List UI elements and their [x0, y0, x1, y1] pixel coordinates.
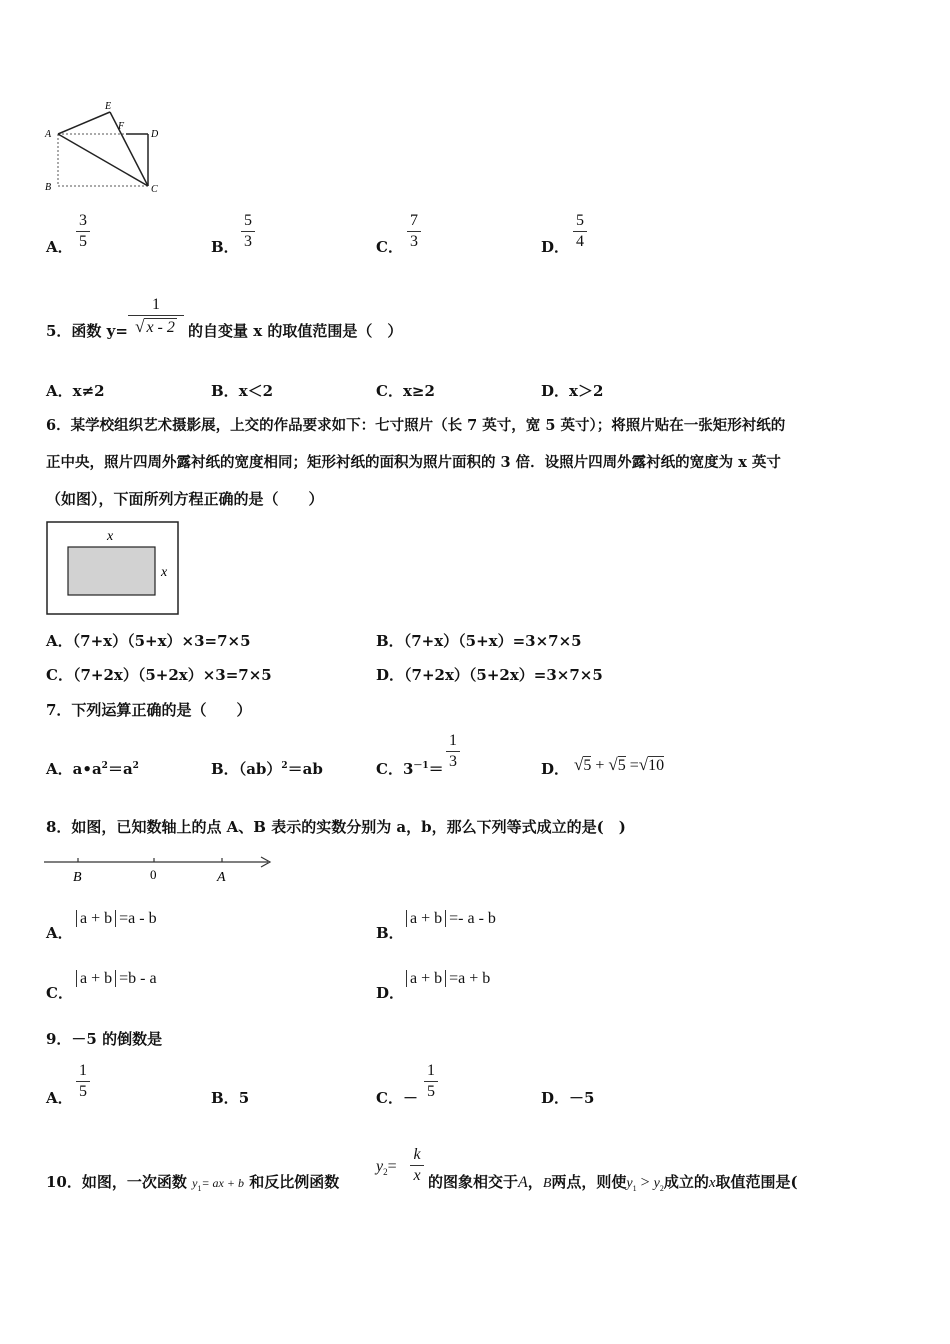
q8-option-d-expression: a + b =a + b: [406, 970, 490, 988]
q9-stem: 9．－5 的倒数是: [46, 1030, 163, 1048]
q10-stem-rest: 的图象相交于A，B两点，则使$y_1 > y_2$成立的x取值范围是(: [428, 1173, 798, 1193]
q8-axis-label-b: B: [73, 870, 82, 885]
q4-option-b[interactable]: [211, 236, 239, 257]
q9-option-b[interactable]: B．5: [211, 1089, 250, 1107]
q6-fig-right-x: x: [161, 565, 168, 580]
q4-option-c[interactable]: [376, 236, 403, 257]
q6-stem-line2: 正中央，照片四周外露衬纸的宽度相同；矩形衬纸的面积为照片面积的 3 倍．设照片四周外露衬纸的宽度为 x 英寸: [46, 454, 781, 471]
q4-option-d-fraction: 5 4: [573, 212, 587, 251]
fig4-label-c: C: [151, 184, 158, 195]
q6-fig-top-x: x: [107, 529, 114, 544]
q5-option-c[interactable]: C．x≥2: [376, 382, 435, 400]
q7-option-c-fraction: 1 3: [446, 732, 460, 771]
q7-option-d-expression: √5 + √5 =√10: [574, 755, 665, 774]
q5-option-a[interactable]: A．x≠2: [46, 382, 105, 400]
q9-option-d[interactable]: D．－5: [541, 1089, 595, 1107]
q10-k-over-x-fraction: k x: [410, 1146, 424, 1185]
q8-option-b-expression: a + b =- a - b: [406, 910, 496, 928]
q6-figure: [46, 521, 180, 615]
q4-figure: [40, 96, 170, 200]
q8-option-c[interactable]: C．: [46, 984, 73, 1002]
q5-stem-suffix: 的自变量 x 的取值范围是（ ）: [188, 322, 403, 340]
q4-option-b-letter: B．: [211, 238, 239, 256]
q4-option-c-letter: C．: [376, 238, 403, 256]
q6-option-d[interactable]: D．（7+2x）（5+2x）=3×7×5: [376, 666, 603, 684]
q5-fraction: 1 √ x - 2: [128, 296, 184, 337]
q4-option-b-fraction: 5 3: [241, 212, 255, 251]
q6-option-b[interactable]: B．（7+x）（5+x）=3×7×5: [376, 632, 582, 650]
fig4-label-e: E: [105, 101, 112, 112]
q7-option-b[interactable]: B．（ab）$^2$＝ab: [211, 760, 323, 778]
fig4-label-b: B: [45, 182, 52, 193]
q9-option-c-fraction: 1 5: [424, 1062, 438, 1101]
q9-option-c[interactable]: C．－: [376, 1089, 418, 1107]
q4-option-a-letter: A．: [46, 238, 73, 256]
q4-option-d[interactable]: [541, 236, 569, 257]
fig4-label-d: D: [151, 129, 159, 140]
fig4-label-f: F: [118, 121, 125, 132]
q8-number-line: [42, 852, 274, 886]
fig4-label-a: A: [45, 129, 52, 140]
q8-option-a[interactable]: A．: [46, 924, 73, 942]
q8-option-b[interactable]: B．: [376, 924, 404, 942]
q4-option-a-fraction: 3 5: [76, 212, 90, 251]
q8-option-a-expression: a + b =a - b: [76, 910, 157, 928]
q8-option-d[interactable]: D．: [376, 984, 405, 1002]
q4-option-c-fraction: 7 3: [407, 212, 421, 251]
q9-option-a[interactable]: A．: [46, 1089, 73, 1107]
q6-option-a[interactable]: A．（7+x）（5+x）×3=7×5: [46, 632, 251, 650]
q6-stem-line3: （如图），下面所列方程正确的是（ ）: [46, 490, 324, 508]
q6-stem-line1: 6．某学校组织艺术摄影展，上交的作品要求如下：七寸照片（长 7 英寸，宽 5 英寸）；将照片贴在一张矩形衬纸的: [46, 417, 786, 434]
q9-option-a-fraction: 1 5: [76, 1062, 90, 1101]
q10-y2-expression: $y_2=$: [376, 1158, 397, 1178]
q7-option-a[interactable]: A．$a•a^2=a^2$: [46, 760, 139, 778]
q8-stem: 8．如图，已知数轴上的点 A、B 表示的实数分别为 a，b，那么下列等式成立的是( ): [46, 818, 626, 836]
q8-axis-label-a: A: [217, 870, 226, 885]
q7-option-d[interactable]: D．: [541, 760, 570, 778]
q4-option-d-letter: D．: [541, 238, 570, 256]
q5-option-d[interactable]: D．x＞2: [541, 382, 604, 400]
q7-stem: 7．下列运算正确的是（ ）: [46, 701, 252, 719]
q5-stem-prefix: 5．函数 y=: [46, 322, 128, 340]
q5-option-b[interactable]: B．x＜2: [211, 382, 274, 400]
q4-option-a[interactable]: [46, 236, 73, 257]
q6-option-c[interactable]: C．（7+2x）（5+2x）×3=7×5: [46, 666, 272, 684]
q8-option-c-expression: a + b =b - a: [76, 970, 157, 988]
q8-axis-label-zero: 0: [150, 867, 157, 882]
q7-option-c[interactable]: C．$3^{-1}=$: [376, 760, 444, 778]
q10-stem: 10．如图，一次函数 $y_1=$ ax + b 和反比例函数: [46, 1173, 340, 1193]
